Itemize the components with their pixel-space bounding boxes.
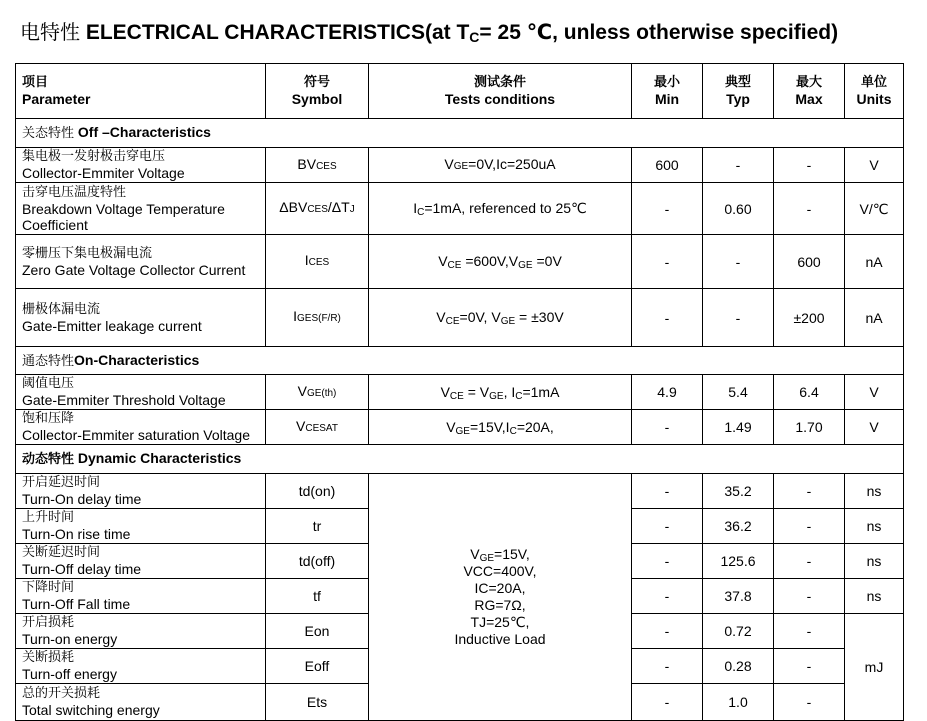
table-row: 关断延迟时间 Turn-Off delay time td(off) - 125.6 - ns	[16, 544, 904, 579]
section-dynamic-characteristics: 动态特性 Dynamic Characteristics	[16, 445, 904, 474]
header-typ: 典型 Typ	[703, 64, 774, 119]
table-row: 下降时间 Turn-Off Fall time tf - 37.8 - ns	[16, 579, 904, 614]
table-row: 开启损耗 Turn-on energy Eon - 0.72 - mJ	[16, 614, 904, 649]
dynamic-test-conditions: $V_{GE}=15V$, VCC=400V, IC=20A, RG=7Ω, TJ=25℃, Inductive Load	[369, 474, 632, 721]
header-min: 最小 Min	[632, 64, 703, 119]
table-row: 上升时间 Turn-On rise time tr - 36.2 - ns	[16, 509, 904, 544]
section-on-characteristics: 通态特性On-Characteristics	[16, 347, 904, 375]
table-row: 阈值电压 Gate-Emmiter Threshold Voltage VGE(th) $V_{CE} = V_{GE}$, $I_C=1mA$ 4.9 5.4 6.4 V	[16, 375, 904, 410]
table-row: 击穿电压温度特性 Breakdown Voltage Temperature Coefficient ΔBVCES/ΔTJ $I_C=1mA$, referenced to 25℃ - 0.60 - V/℃	[16, 183, 904, 235]
table-row: 关断损耗 Turn-off energy Eoff - 0.28 -	[16, 649, 904, 684]
table-row: 饱和压降 Collector-Emmiter saturation Voltage VCESAT $V_{GE}=15V,I_C=20A$, - 1.49 1.70 V	[16, 410, 904, 445]
header-parameter: 项目 Parameter	[16, 64, 266, 119]
electrical-characteristics-table	[15, 63, 904, 721]
table-row: 零栅压下集电极漏电流 Zero Gate Voltage Collector Current ICES $V_{CE} =600V,V_{GE} =0V$ - - 600 nA	[16, 235, 904, 289]
header-max: 最大 Max	[774, 64, 845, 119]
table-row: 总的开关损耗 Total switching energy Ets - 1.0 -	[16, 684, 904, 721]
header-conditions: 测试条件 Tests conditions	[369, 64, 632, 119]
header-symbol: 符号 Symbol	[266, 64, 369, 119]
table-row: 开启延迟时间 Turn-On delay time td(on) $V_{GE}=15V$, VCC=400V, IC=20A, RG=7Ω, TJ=25℃, Inductive Load - 35.2 - ns	[16, 474, 904, 509]
table-row: 栅极体漏电流 Gate-Emitter leakage current IGES(F/R) $V_{CE}=0V$, $V_{GE} = \pm 30V$ - - ±200 nA	[16, 289, 904, 347]
page-title: 电特性 ELECTRICAL CHARACTERISTICS(at $T_C= 25$ ℃, unless otherwise specified)	[20, 20, 839, 45]
table-row: 集电极一发射极击穿电压 Collector-Emmiter Voltage BVCES VGE=0V,Ic=250uA 600 - - V	[16, 148, 904, 183]
section-off-characteristics: 关态特性 Off –Characteristics	[16, 119, 904, 148]
header-units: 单位 Units	[845, 64, 904, 119]
energy-unit: mJ	[845, 614, 904, 721]
table-header-row	[16, 64, 904, 119]
